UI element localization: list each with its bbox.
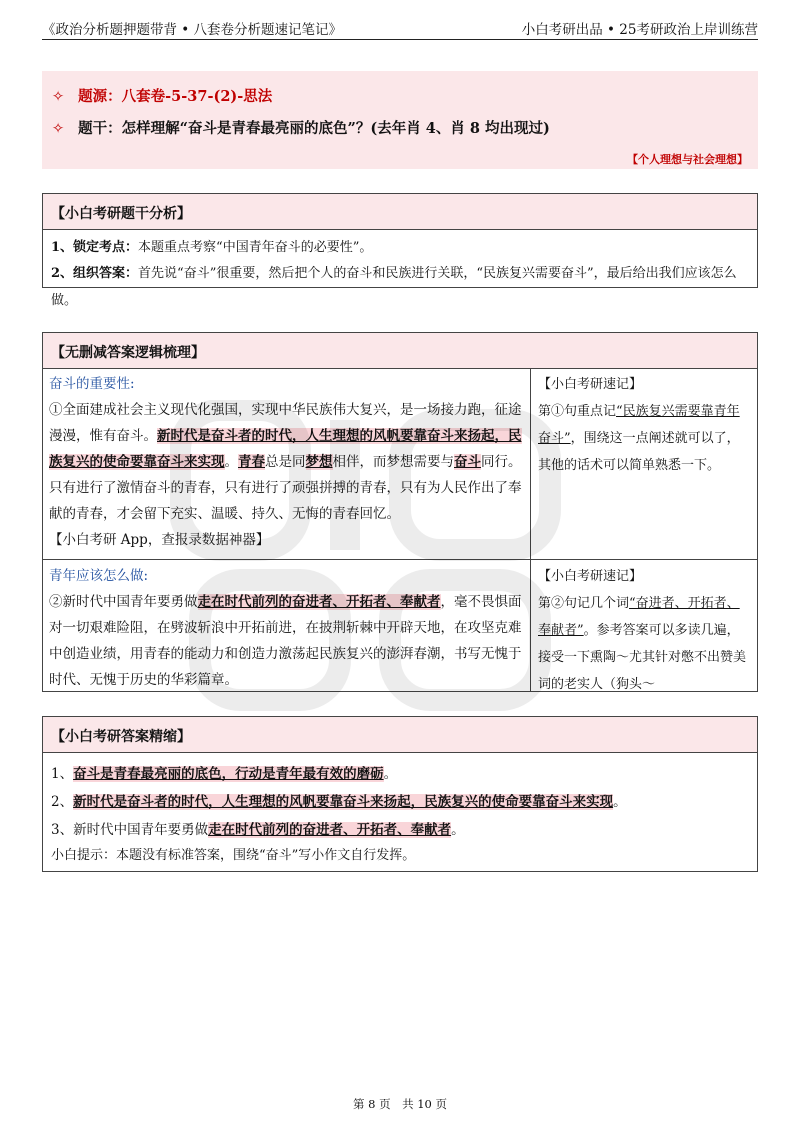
summary-tip: 小白提示：本题没有标准答案，围绕“奋斗”写小作文自行发挥。	[51, 848, 416, 863]
page-number: 第 8 页 共 10 页	[352, 1097, 448, 1111]
l1-highlight: 奋斗是青春最亮丽的底色，行动是青年最有效的磨砺	[73, 766, 384, 782]
s1-text-b: 。	[224, 454, 238, 470]
topic-stem	[52, 117, 550, 138]
s2-text-a: ②新时代中国青年要勇做	[49, 594, 198, 610]
row-divider	[43, 559, 757, 560]
l3-highlight: 走在时代前列的奋进者、开拓者、奉献者	[208, 822, 452, 838]
summary-line-1	[51, 761, 749, 787]
stem-value: 怎样理解“奋斗是青春最亮丽的底色”？(去年肖 4、肖 8 均出现过)	[121, 120, 550, 137]
note2-body	[538, 590, 752, 698]
diamond-icon: ✧	[52, 121, 65, 137]
logic-grid	[43, 369, 757, 691]
header-brand: 小白考研出品 • 25考研政治上岸训练营	[521, 22, 758, 38]
item2-label: 2、组织答案：	[51, 266, 139, 281]
analysis-item-2	[51, 260, 749, 314]
note2-highlight: “奋进者、开拓者、奉献者”	[538, 596, 740, 638]
section1-title: 奋斗的重要性:	[49, 376, 135, 392]
summary-panel	[42, 716, 758, 872]
header-title: 《政治分析题押题带背 • 八套卷分析题速记笔记》	[42, 22, 343, 38]
s1-highlight: 新时代是奋斗者的时代，人生理想的风帆要靠奋斗来扬起，民族复兴的使命要靠奋斗来实现	[49, 428, 522, 470]
topic-source	[52, 85, 272, 106]
note2-text-a: 第②句记几个词	[538, 596, 630, 611]
topic-box	[42, 71, 758, 169]
app-promo: 【小白考研 App，查报录数据神器】	[49, 532, 270, 548]
section-importance	[49, 371, 523, 553]
analysis-item-1	[51, 234, 749, 261]
s1-text-c: 总是同	[265, 454, 306, 470]
section1-body	[49, 397, 523, 527]
section2-title: 青年应该怎么做:	[49, 568, 149, 584]
s1-keyword-qingchun: 青春	[238, 454, 265, 470]
note1-title: 【小白考研速记】	[538, 377, 643, 392]
note1-highlight: “民族复兴需要靠青年奋斗”	[538, 404, 740, 446]
s2-text-b: ，毫不畏惧面对一切艰难险阻，在劈波斩浪中开拓前进，在披荆斩棘中开辟天地，在攻坚克难中创造业绩，用青春的能动力和创造力激荡起民族复兴的澎湃春潮，书写无愧于时代、无愧于历史的华彩篇章。	[49, 594, 522, 688]
section-what-to-do	[49, 563, 523, 693]
l1-number: 1、	[51, 766, 74, 782]
source-label: 题源：	[78, 88, 122, 105]
s1-text-d: 相伴，而梦想需要与	[332, 454, 454, 470]
l1-end: 。	[383, 766, 398, 782]
note1-text-a: 第①句重点记	[538, 404, 617, 419]
topic-tag: 【个人理想与社会理想】	[627, 153, 748, 166]
logic-panel	[42, 332, 758, 692]
logic-title: 【无删减答案逻辑梳理】	[43, 333, 757, 369]
l3-text: 3、新时代中国青年要勇做	[51, 822, 209, 838]
analysis-panel	[42, 193, 758, 308]
item2-text: 首先说“奋斗”很重要，然后把个人的奋斗和民族进行关联，“民族复兴需要奋斗”，最后给出我们应该怎么做。	[51, 266, 737, 308]
item1-text: 本题重点考察“中国青年奋斗的必要性”。	[138, 240, 373, 255]
l2-end: 。	[613, 794, 627, 810]
summary-line-2	[51, 789, 749, 815]
item1-label: 1、锁定考点：	[51, 240, 139, 255]
summary-title: 【小白考研答案精缩】	[43, 717, 757, 753]
s1-text-a: ①全面建成社会主义现代化强国，实现中华民族伟大复兴，是一场接力跑，征途漫漫，惟有奋斗。	[49, 402, 522, 444]
l2-highlight: 新时代是奋斗者的时代，人生理想的风帆要靠奋斗来扬起，民族复兴的使命要靠奋斗来实现	[73, 794, 614, 810]
column-divider	[530, 369, 531, 691]
l3-end: 。	[451, 822, 465, 838]
summary-line-3	[51, 817, 749, 843]
note1-text-b: ，围绕这一点阐述就可以了，其他的话术可以简单熟悉一下。	[538, 431, 740, 473]
note-2	[538, 563, 752, 698]
diamond-icon: ✧	[52, 89, 65, 105]
note-1	[538, 371, 752, 479]
stem-label: 题干：	[78, 120, 122, 137]
l2-number: 2、	[51, 794, 74, 810]
source-value: 八套卷-5-37-(2)-思法	[121, 88, 273, 105]
s1-text-e: 同行。只有进行了激情奋斗的青春，只有进行了顽强拼搏的青春，只有为人民作出了奉献的青春，才会留下充实、温暖、持久、无悔的青春回忆。	[49, 454, 522, 522]
s2-highlight: 走在时代前列的奋进者、开拓者、奉献者	[197, 594, 441, 610]
section2-body	[49, 589, 523, 693]
note2-text-b: 。参考答案可以多读几遍，接受一下熏陶～尤其针对憋不出赞美词的老实人（狗头～	[538, 623, 747, 692]
analysis-title: 【小白考研题干分析】	[43, 194, 757, 230]
s1-keyword-fendou: 奋斗	[454, 454, 481, 470]
s1-keyword-mengxiang: 梦想	[305, 454, 333, 470]
note2-title: 【小白考研速记】	[538, 569, 643, 584]
page-header	[42, 14, 758, 40]
note1-body	[538, 398, 752, 479]
